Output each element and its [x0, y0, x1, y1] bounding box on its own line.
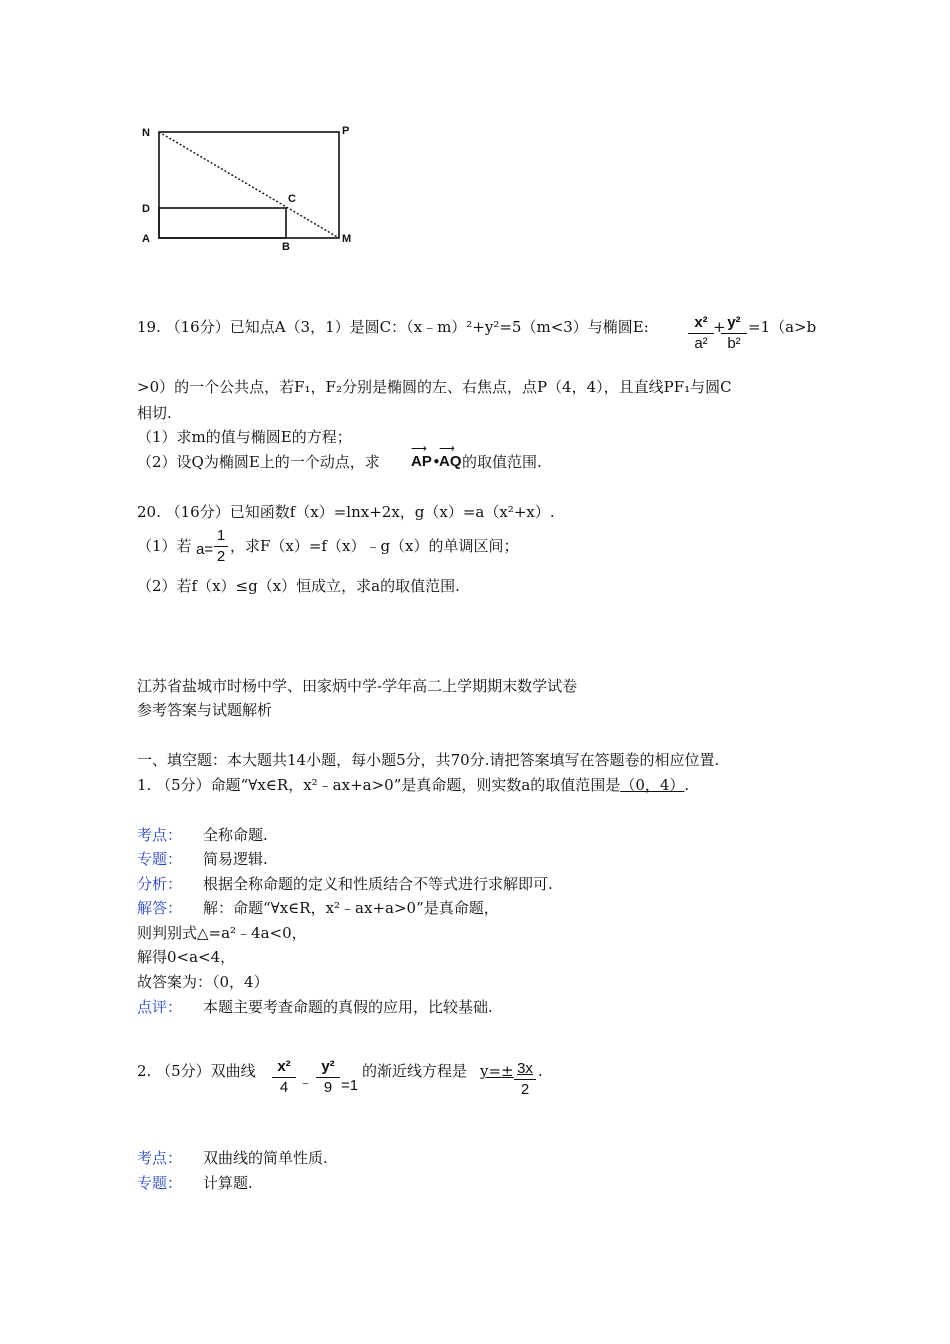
q1-fenxi-label: 分析：: [137, 875, 183, 893]
q2-stem-mid: 的渐近线方程是: [362, 1062, 468, 1080]
q20-a-eq: a=: [196, 541, 214, 558]
q19-plus: +: [713, 318, 726, 336]
q2-frac-x-den: 4: [279, 1079, 289, 1096]
label-b: B: [282, 241, 290, 253]
q20-part1-post: ，求F（x）=f（x）﹣g（x）的单调区间；: [230, 537, 519, 555]
vector-aq-label: AQ: [439, 453, 462, 470]
q2-frac-y-num: y²: [321, 1058, 335, 1075]
q19-line1-pre: 19. （16分）已知点A（3，1）是圆C：（x﹣m）²+y²=5（m<3）与椭圆E:: [137, 318, 649, 336]
q2-answer-den: 2: [520, 1081, 530, 1098]
q2-frac-x: [272, 1058, 296, 1097]
label-m: M: [342, 233, 352, 245]
q20-half-num: 1: [216, 527, 226, 544]
vector-ap: ⟶ AP: [411, 443, 432, 470]
q1-kaodian-label: 考点：: [137, 826, 183, 844]
q2-eq1: =1: [341, 1077, 359, 1094]
q1-stem-text: 1. （5分）命题“∀x∈R，x²﹣ax+a>0”是真命题，则实数a的取值范围是: [137, 776, 621, 794]
q2-answer-num: 3x: [517, 1060, 533, 1077]
q19-frac-x: [688, 314, 714, 353]
q2-end: .: [538, 1062, 543, 1080]
q1-zhuanti-label: 专题：: [137, 850, 183, 868]
q1-stem: [137, 775, 689, 795]
q2-zhuanti: 计算题.: [203, 1174, 253, 1192]
q1-fenxi: 根据全称命题的定义和性质结合不等式进行求解即可.: [203, 875, 553, 893]
answers-subtitle: 参考答案与试题解析: [137, 701, 273, 719]
q19-dot: •: [432, 453, 441, 471]
inner-rectangle: [159, 208, 286, 238]
q1-jieda-line1: 解：命题“∀x∈R，x²﹣ax+a>0”是真命题，: [203, 899, 499, 917]
q19-line1-post: =1（a>b: [748, 318, 817, 336]
label-d: D: [142, 203, 150, 215]
q20-part2: （2）若f（x）≤g（x）恒成立，求a的取值范围.: [137, 577, 460, 595]
q2-frac-y: [316, 1058, 340, 1097]
q2-kaodian: 双曲线的简单性质.: [203, 1149, 328, 1167]
q19-frac-y-den: b²: [727, 335, 741, 352]
q1-zhuanti: 简易逻辑.: [203, 850, 268, 868]
q1-dianping-label: 点评：: [137, 998, 183, 1016]
q19-line3: 相切.: [137, 404, 172, 422]
q1-jieda-label: 解答：: [137, 899, 183, 917]
q2-minus: ﹣: [298, 1073, 314, 1091]
q2-frac-x-num: x²: [277, 1058, 291, 1075]
q20-half: [214, 527, 228, 566]
q2-stem-pre: 2. （5分）双曲线: [137, 1062, 256, 1080]
label-c: C: [288, 193, 296, 205]
q2-frac-y-den: 9: [323, 1079, 333, 1096]
q19-frac-y-num: y²: [727, 314, 741, 331]
rectangle-figure: [130, 120, 370, 260]
q2-answer-frac: [514, 1060, 536, 1099]
q2-zhuanti-label: 专题：: [137, 1174, 183, 1192]
q19-frac-x-den: a²: [694, 335, 708, 352]
q19-part2-post: 的取值范围.: [462, 453, 542, 471]
label-p: P: [342, 125, 350, 137]
q19-line1: [137, 317, 649, 337]
q1-end: .: [684, 776, 690, 794]
q1-kaodian: 全称命题.: [203, 826, 268, 844]
q1-jieda-line3: 解得0<a<4，: [137, 948, 236, 966]
q1-dianping: 本题主要考查命题的真假的应用，比较基础.: [203, 998, 493, 1016]
q2-answer-pre: y=±: [480, 1062, 514, 1080]
q1-answer: （0，4）: [620, 776, 685, 794]
q19-frac-x-num: x²: [694, 314, 708, 331]
section-heading: 一、填空题：本大题共14小题，每小题5分，共70分.请把答案填写在答题卷的相应位置.: [137, 751, 720, 769]
label-n: N: [142, 127, 150, 139]
q19-frac-y: [721, 314, 747, 353]
q20-part1-pre: （1）若: [137, 537, 192, 555]
q2-answer: [480, 1061, 514, 1081]
answers-title: 江苏省盐城市时杨中学、田家炳中学-学年高二上学期期末数学试卷: [137, 677, 578, 695]
q20-half-den: 2: [216, 548, 226, 565]
q20-line1: 20. （16分）已知函数f（x）=lnx+2x，g（x）=a（x²+x）.: [137, 503, 555, 521]
q2-kaodian-label: 考点：: [137, 1149, 183, 1167]
label-a: A: [142, 233, 150, 245]
vector-aq: ⟶ AQ: [439, 443, 462, 470]
q19-line2: >0）的一个公共点，若F₁，F₂分别是椭圆的左、右焦点，点P（4，4），且直线PF₁与圆C: [137, 378, 732, 396]
diagonal-nm: [159, 132, 339, 238]
q1-jieda-line2: 则判别式△=a²﹣4a<0，: [137, 924, 307, 942]
vector-ap-label: AP: [411, 453, 432, 470]
q1-jieda-line4: 故答案为：（0，4）: [137, 973, 269, 991]
q19-part2-pre: （2）设Q为椭圆E上的一个动点，求: [137, 453, 380, 471]
q19-part1: （1）求m的值与椭圆E的方程；: [137, 428, 352, 446]
